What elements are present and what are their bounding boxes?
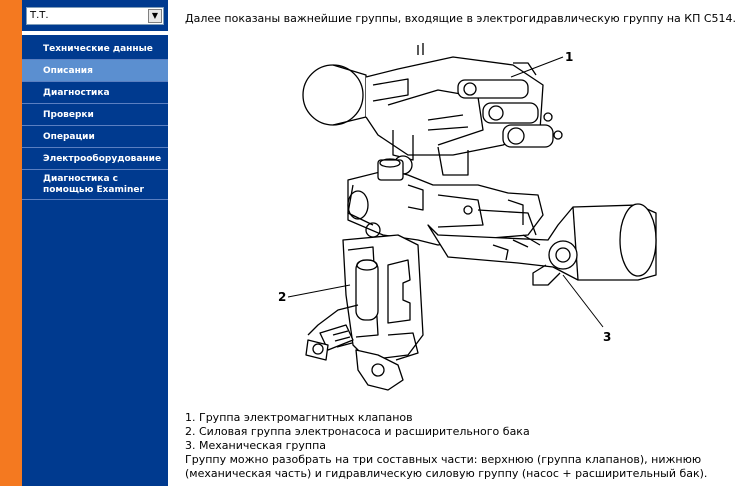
legend — [185, 411, 707, 481]
legend-item-1: 1. Группа электромагнитных клапанов — [185, 411, 413, 424]
mechanical-group-drawing — [348, 159, 543, 245]
sidebar-item-diagnostics[interactable]: Диагностика — [22, 82, 168, 104]
sidebar-item-electrical[interactable]: Электрооборудование — [22, 148, 168, 170]
sidebar-item-checks[interactable]: Проверки — [22, 104, 168, 126]
sidebar-item-operations[interactable]: Операции — [22, 126, 168, 148]
intro-text: Далее показаны важнейшие группы, входящие в электрогидравлическую группу на КП С514. — [185, 12, 737, 25]
valve-group-drawing — [303, 43, 562, 175]
callout-1: 1 — [565, 50, 574, 64]
power-group-drawing — [306, 235, 423, 390]
diagram-svg — [278, 35, 748, 405]
model-select[interactable] — [26, 7, 164, 25]
sidebar-item-examiner-line1: Диагностика с — [43, 174, 119, 184]
sidebar-divider — [22, 31, 168, 35]
main-content — [168, 0, 751, 486]
callout-2: 2 — [278, 290, 287, 304]
description-line-2: (механическая часть) и гидравлическую силовую группу (насос + расширительный бак). — [185, 467, 708, 480]
sidebar-item-examiner-line2: помощью Examiner — [43, 185, 144, 195]
accent-strip — [0, 0, 22, 486]
electrohydraulic-unit-diagram — [278, 35, 748, 405]
legend-item-2: 2. Силовая группа электронасоса и расширительного бака — [185, 425, 530, 438]
sidebar-nav — [22, 38, 168, 200]
sidebar-item-examiner[interactable] — [22, 170, 168, 200]
sidebar — [22, 0, 168, 486]
model-select-value: Т.Т. — [30, 10, 49, 21]
sidebar-item-descriptions[interactable]: Описания — [22, 60, 168, 82]
description-line-1: Группу можно разобрать на три составных части: верхнюю (группа клапанов), нижнюю — [185, 453, 702, 466]
callout-3: 3 — [603, 330, 612, 344]
legend-item-3: 3. Механическая группа — [185, 439, 327, 452]
chevron-down-icon[interactable]: ▼ — [148, 9, 162, 23]
sidebar-item-technical-data[interactable]: Технические данные — [22, 38, 168, 60]
